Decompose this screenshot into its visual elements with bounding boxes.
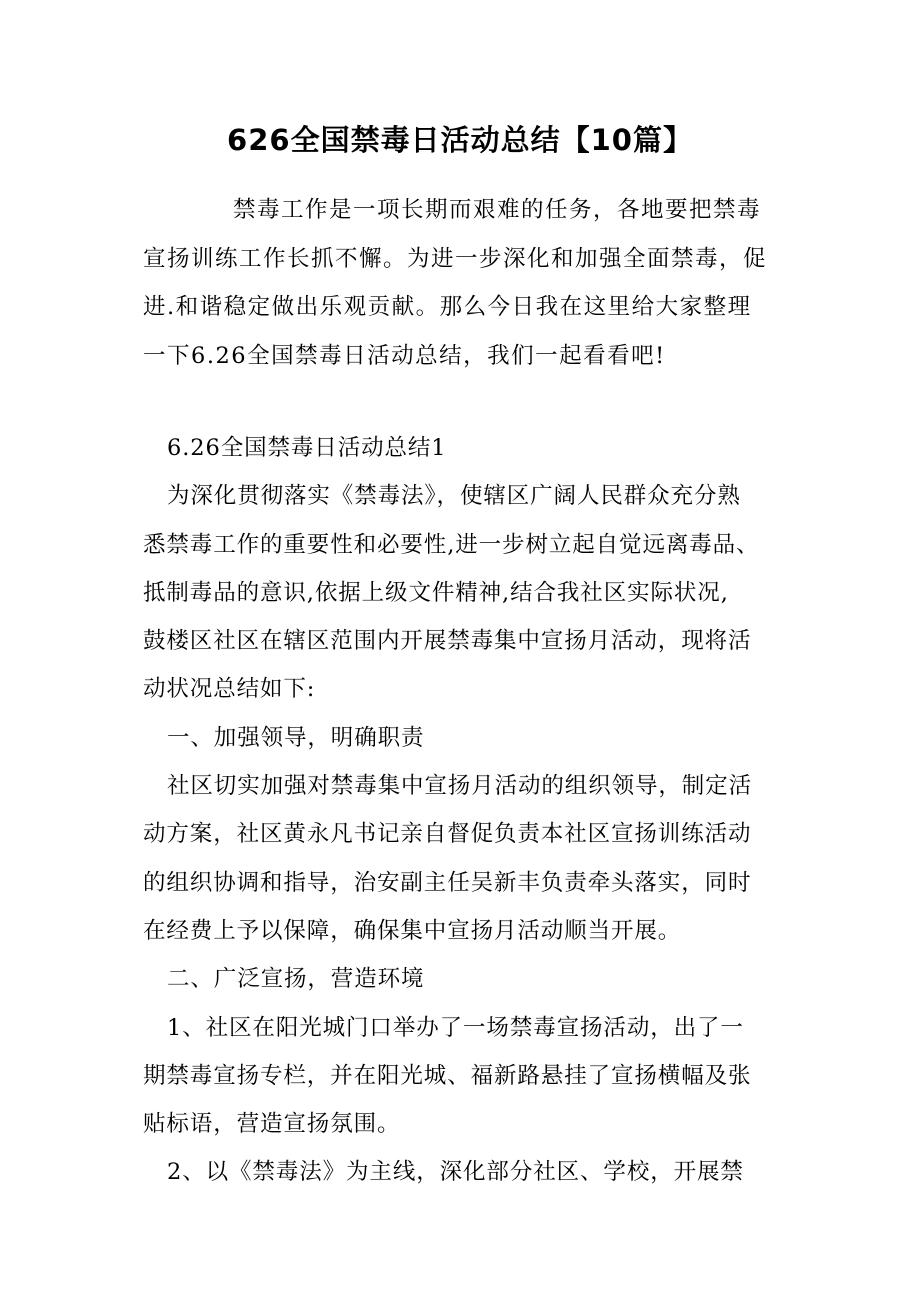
paragraph-line: 动状况总结如下: bbox=[143, 676, 316, 703]
paragraph-line: 社区切实加强对禁毒集中宣扬月活动的组织领导，制定活 bbox=[167, 773, 753, 800]
article-body bbox=[143, 424, 783, 1197]
paragraph-line: 悉禁毒工作的重要性和必要性,进一步树立起自觉远离毒品、 bbox=[143, 531, 760, 558]
intro-line: 进.和谐稳定做出乐观贡献。那么今日我在这里给大家整理 bbox=[143, 294, 752, 320]
paragraph-line: 抵制毒品的意识,依据上级文件精神,结合我社区实际状况, bbox=[143, 579, 729, 606]
intro-line: 一下6.26全国禁毒日活动总结，我们一起看看吧! bbox=[143, 342, 666, 369]
intro-line: 禁毒工作是一项长期而艰难的任务，各地要把禁毒 bbox=[233, 197, 762, 223]
paragraph-line: 动方案，社区黄永凡书记亲自督促负责本社区宣扬训练活动 bbox=[143, 821, 752, 848]
subsection-heading: 一、加强领导，明确职责 bbox=[167, 724, 425, 751]
paragraph-line: 为深化贯彻落实《禁毒法》，使辖区广阔人民群众充分熟 bbox=[167, 483, 741, 510]
paragraph-line: 在经费上予以保障，确保集中宣扬月活动顺当开展。 bbox=[143, 917, 682, 944]
section-heading: 6.26全国禁毒日活动总结1 bbox=[167, 435, 447, 461]
paragraph-line: 1、社区在阳光城门口举办了一场禁毒宣扬活动，出了一 bbox=[167, 1014, 744, 1041]
intro-line: 宣扬训练工作长抓不懈。为进一步深化和加强全面禁毒，促 bbox=[143, 245, 768, 272]
subsection-heading: 二、广泛宣扬，营造环境 bbox=[167, 966, 425, 993]
paragraph-line: 贴标语，营造宣扬氛围。 bbox=[143, 1111, 401, 1138]
paragraph-line: 的组织协调和指导，治安副主任吴新丰负责牵头落实，同时 bbox=[143, 869, 752, 896]
paragraph-line: 2、以《禁毒法》为主线，深化部分社区、学校，开展禁 bbox=[167, 1159, 744, 1186]
intro-paragraph bbox=[143, 186, 783, 380]
paragraph-line: 期禁毒宣扬专栏，并在阳光城、福新路悬挂了宣扬横幅及张 bbox=[143, 1062, 752, 1089]
document-title: 626全国禁毒日活动总结【10篇】 bbox=[227, 123, 693, 157]
paragraph-line: 鼓楼区社区在辖区范围内开展禁毒集中宣扬月活动，现将活 bbox=[143, 628, 752, 655]
